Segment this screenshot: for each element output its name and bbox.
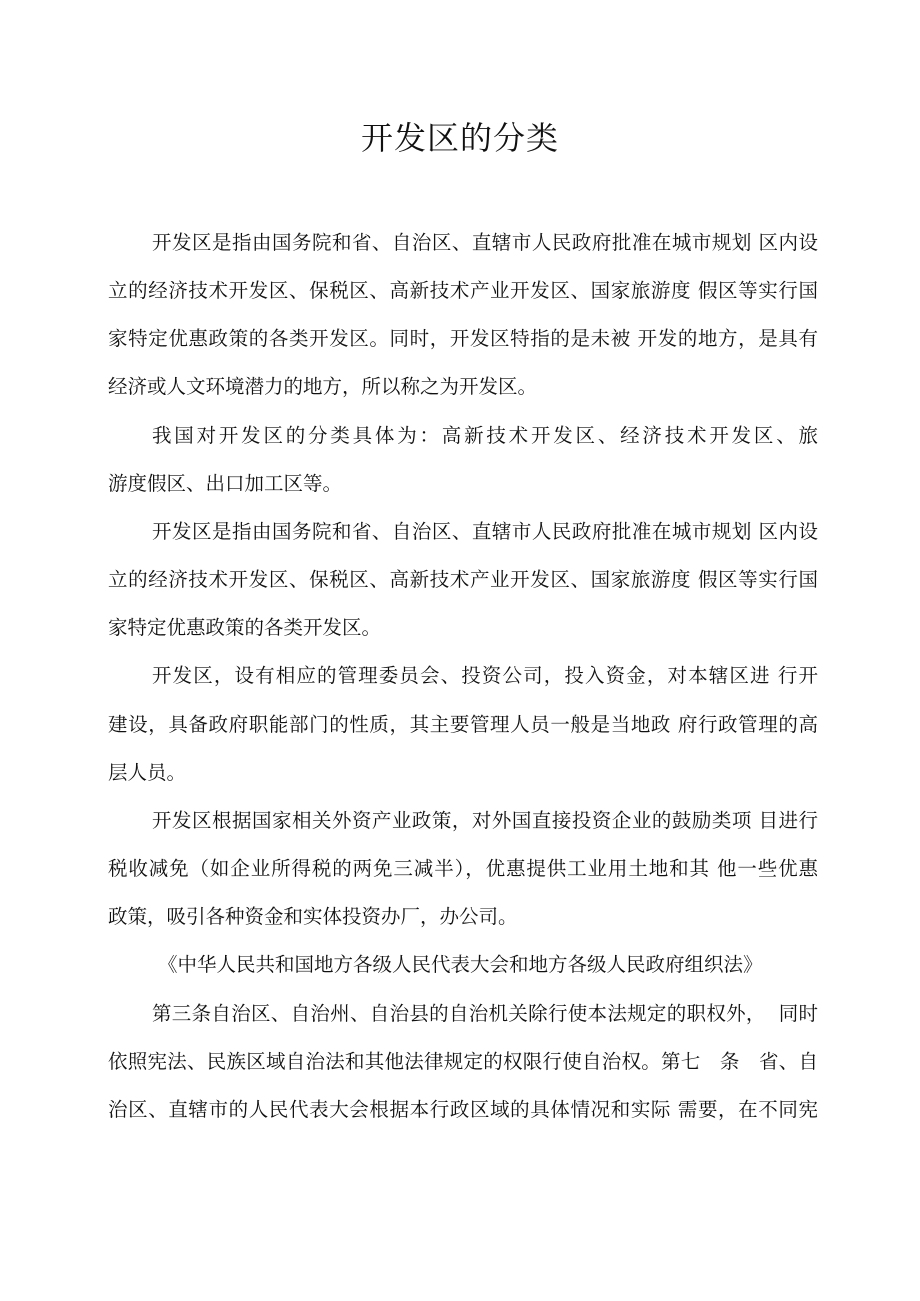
paragraph-line: 税收减免（如企业所得税的两免三减半），优惠提供工业用土地和其 他一些优惠 [108,857,818,881]
paragraph-law-articles [108,990,818,1134]
paragraph-line: 经济或人文环境潜力的地方，所以称之为开发区。 [108,375,538,399]
paragraph-line: 游度假区、出口加工区等。 [108,471,343,495]
paragraph-line: 第三条自治区、自治州、自治县的自治机关除行使本法规定的职权外， 同时 [152,1001,818,1025]
paragraph-law-title [108,941,818,989]
paragraph-line: 政策，吸引各种资金和实体投资办厂，办公司。 [108,905,518,929]
law-title-line: 《中华人民共和国地方各级人民代表大会和地方各级人民政府组织法》 [158,953,763,977]
paragraph-line: 建设，具备政府职能部门的性质，其主要管理人员一般是当地政 府行政管理的高 [108,712,818,736]
paragraph-line: 我国对开发区的分类具体为：高新技术开发区、经济技术开发区、旅 [152,423,818,447]
paragraph-management [108,652,818,796]
paragraph-line: 立的经济技术开发区、保税区、高新技术产业开发区、国家旅游度 假区等实行国 [108,568,818,592]
paragraph-definition [108,219,818,412]
paragraph-line: 依照宪法、民族区域自治法和其他法律规定的权限行使自治权。第七 条 省、自 [108,1049,818,1073]
paragraph-line: 立的经济技术开发区、保税区、高新技术产业开发区、国家旅游度 假区等实行国 [108,279,818,303]
paragraph-line: 层人员。 [108,760,187,784]
paragraph-line: 治区、直辖市的人民代表大会根据本行政区域的具体情况和实际 需要，在不同宪 [108,1097,818,1121]
document-title: 开发区的分类 [360,119,559,157]
document-body [108,219,818,1134]
paragraph-line: 开发区根据国家相关外资产业政策，对外国直接投资企业的鼓励类项 目进行 [152,808,818,832]
paragraph-line: 开发区，设有相应的管理委员会、投资公司，投入资金，对本辖区进 行开 [152,664,818,688]
paragraph-line: 开发区是指由国务院和省、自治区、直辖市人民政府批准在城市规划 区内设 [152,231,818,254]
paragraph-line: 开发区是指由国务院和省、自治区、直辖市人民政府批准在城市规划 区内设 [152,519,818,543]
paragraph-line: 家特定优惠政策的各类开发区。 [108,616,382,640]
paragraph-line: 家特定优惠政策的各类开发区。同时，开发区特指的是未被 开发的地方，是具有 [108,327,818,351]
paragraph-policy [108,797,818,941]
paragraph-definition-repeat [108,508,818,652]
paragraph-classification [108,412,818,508]
